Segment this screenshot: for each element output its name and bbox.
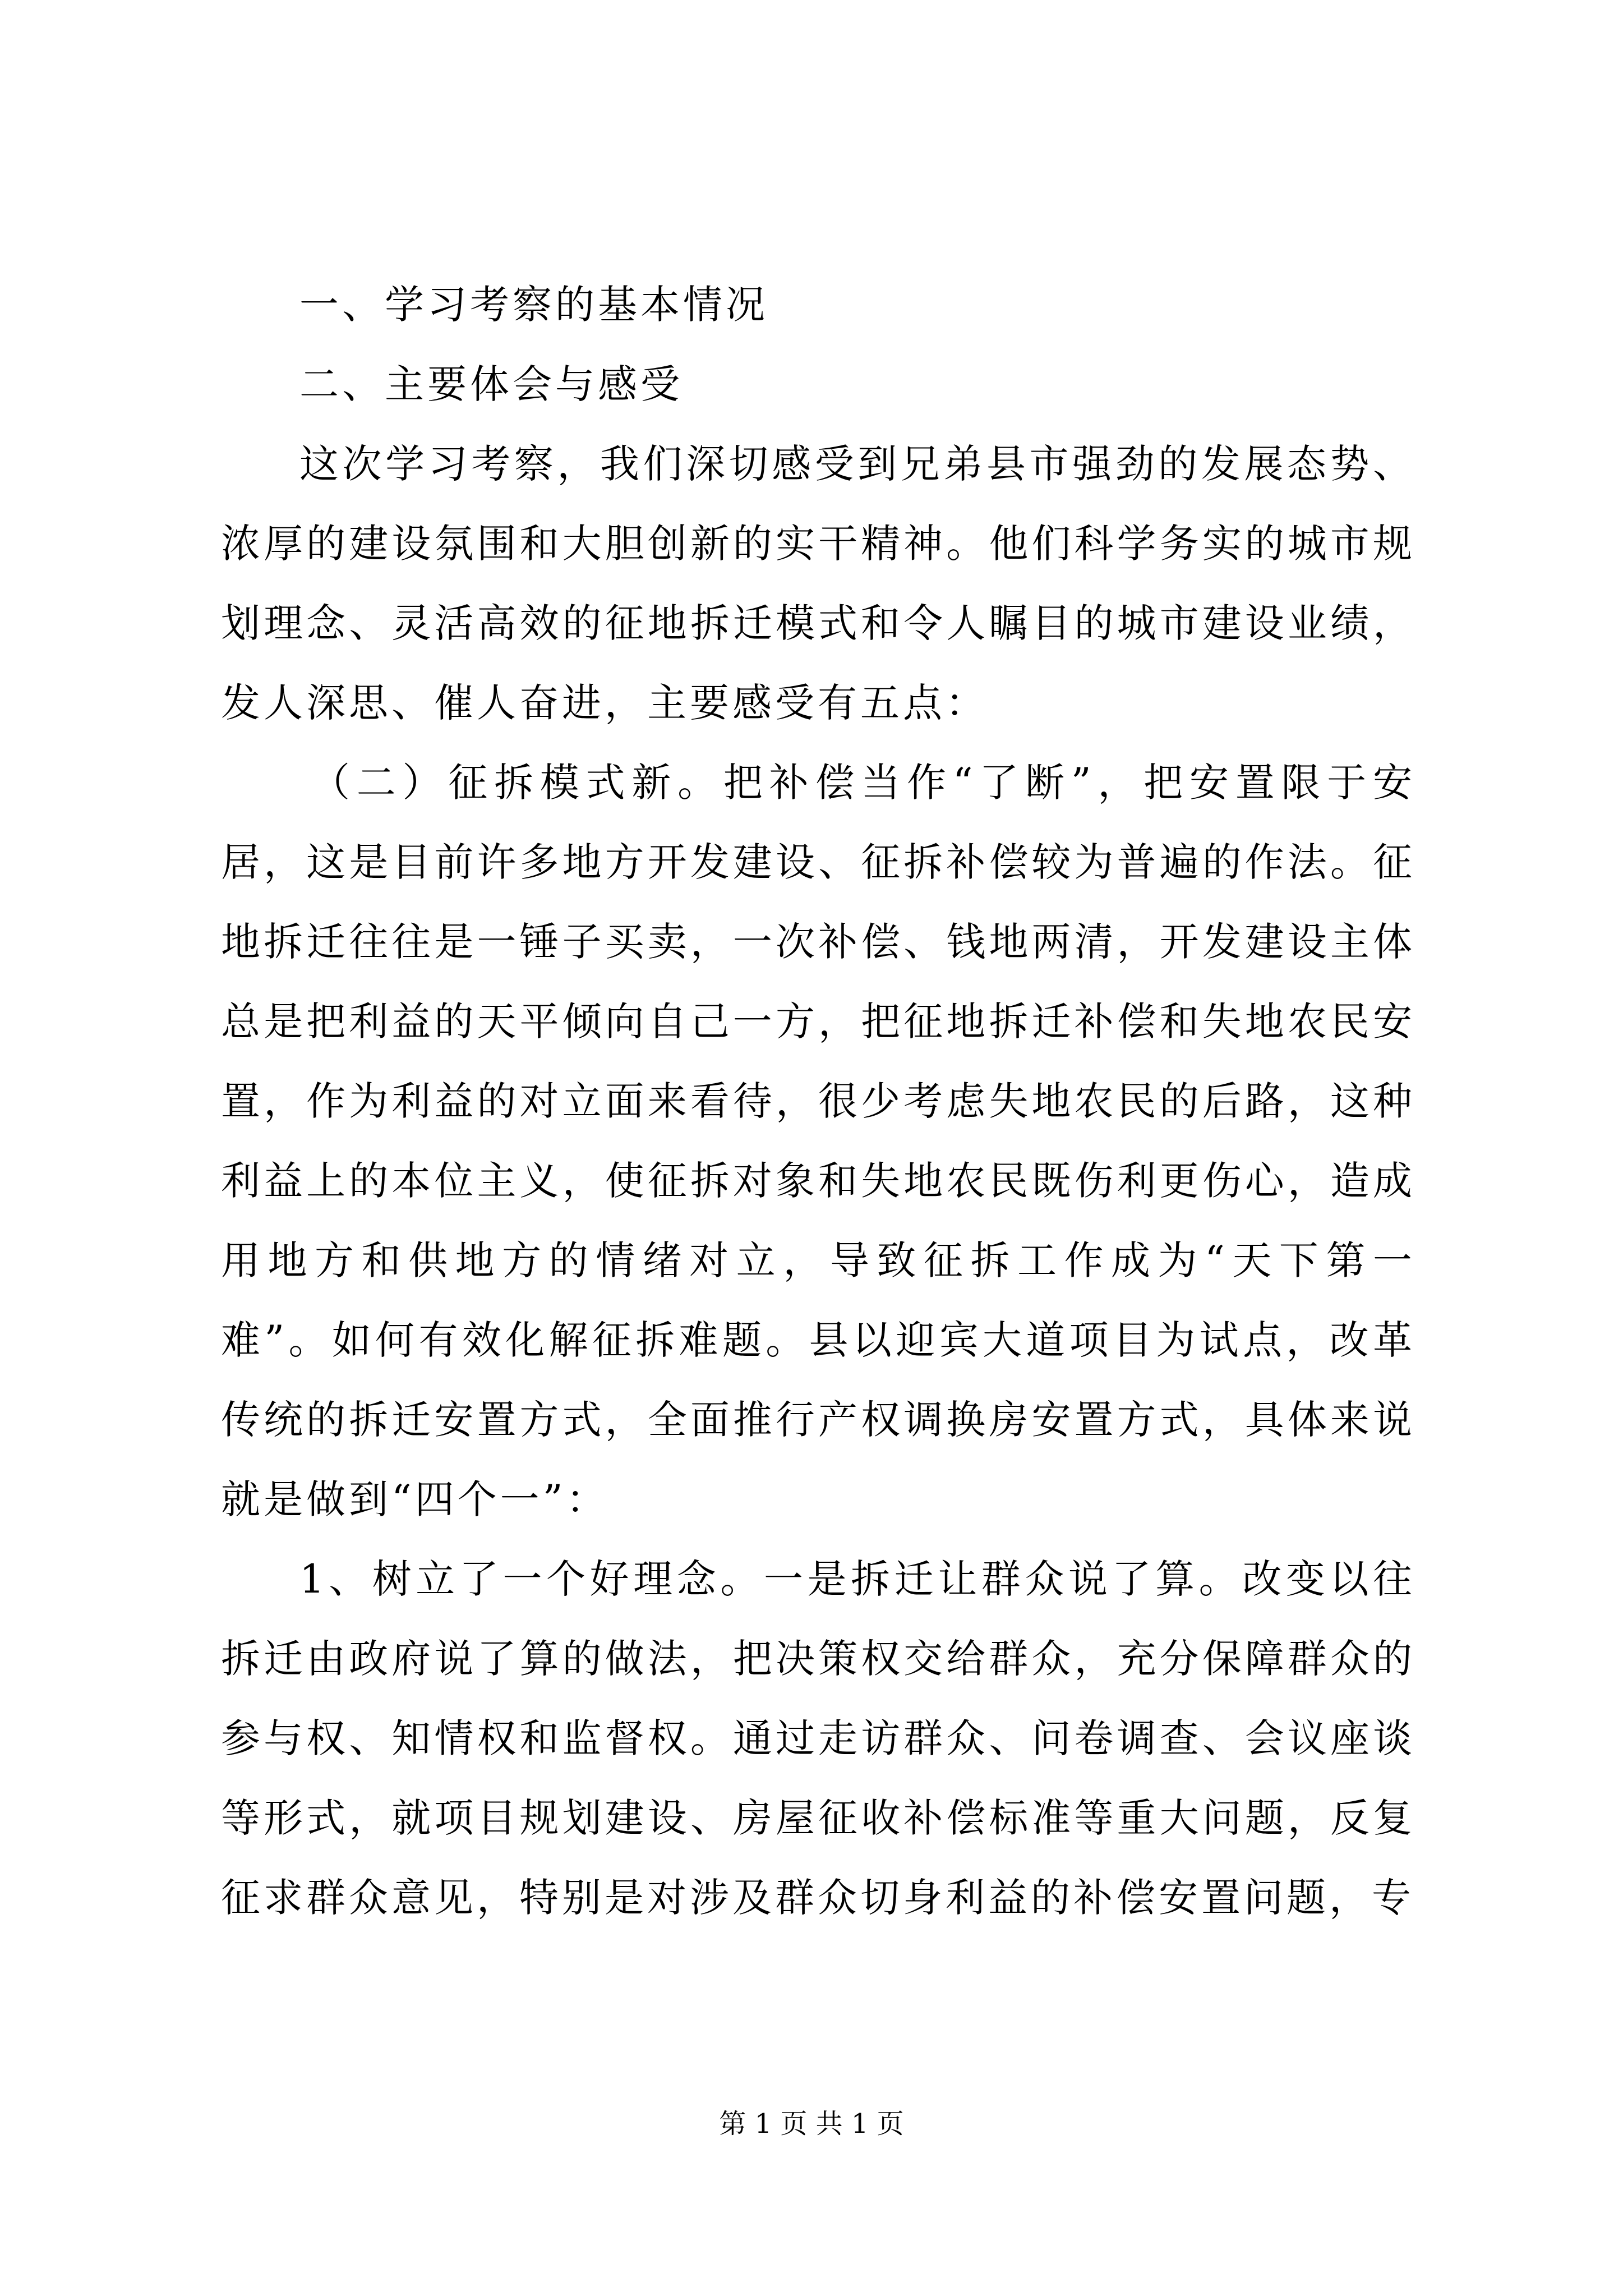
- section-heading-2: 二、主要体会与感受: [299, 361, 683, 407]
- paragraph-item-1: 1、树立了一个好理念。一是拆迁让群众说了算。改变以往拆迁由政府说了算的做法，把决策权交给群众，充分保障群众的参与权、知情权和监督权。通过走访群众、问卷调查、会议座谈等形式，就项目规划建设、房屋征收补偿标准等重大问题，反复征求群众意见，特别是对涉及群众切身利益的补偿安置问题，专: [221, 1556, 1415, 1921]
- section-heading-1: 一、学习考察的基本情况: [299, 282, 768, 328]
- document-body: [221, 265, 1415, 1938]
- page-footer: 第 1 页 共 1 页: [719, 2108, 904, 2139]
- paragraph-subsection-2: （二）征拆模式新。把补偿当作“了断”，把安置限于安居，这是目前许多地方开发建设、征拆补偿较为普遍的作法。征地拆迁往往是一锤子买卖，一次补偿、钱地两清，开发建设主体总是把利益的天平倾向自己一方，把征地拆迁补偿和失地农民安置，作为利益的对立面来看待，很少考虑失地农民的后路，这种利益上的本位主义，使征拆对象和失地农民既伤利更伤心，造成用地方和供地方的情绪对立，导致征拆工作成为“天下第一难”。如何有效化解征拆难题。县以迎宾大道项目为试点，改革传统的拆迁安置方式，全面推行产权调换房安置方式，具体来说就是做到“四个一”：: [221, 760, 1415, 1522]
- paragraph-intro: 这次学习考察，我们深切感受到兄弟县市强劲的发展态势、浓厚的建设氛围和大胆创新的实干精神。他们科学务实的城市规划理念、灵活高效的征地拆迁模式和令人瞩目的城市建设业绩，发人深思、催人奋进，主要感受有五点：: [221, 441, 1415, 726]
